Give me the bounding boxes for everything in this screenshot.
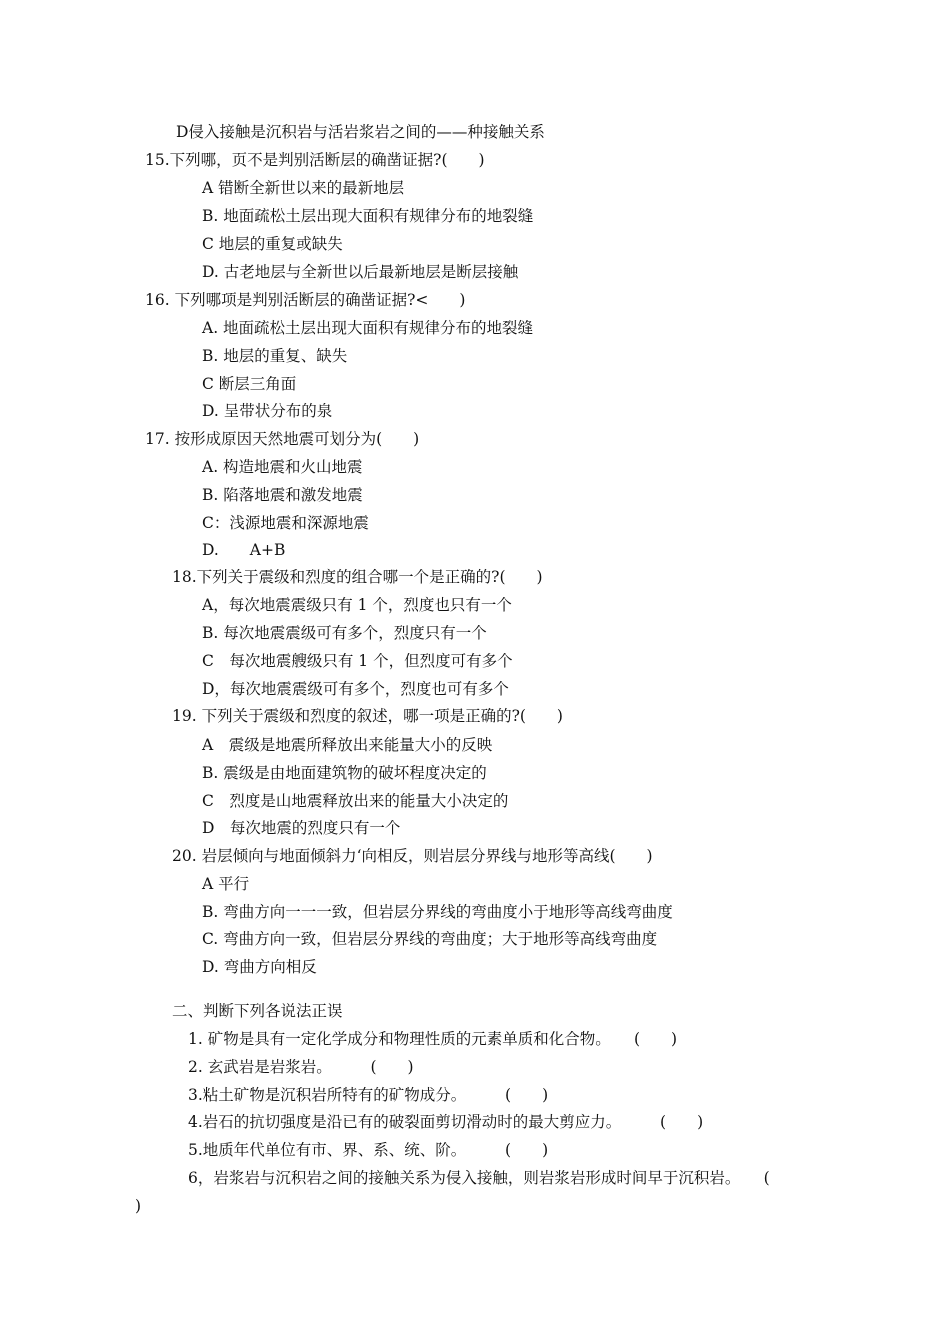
option-line: C 每次地震艘级只有 1 个，但烈度可有多个: [202, 652, 513, 670]
option-line: A. 地面疏松土层出现大面积有规律分布的地裂缝: [202, 319, 534, 337]
question-line: 18.下列关于震级和烈度的组合哪一个是正确的?( ): [172, 568, 543, 586]
option-line: D. 呈带状分布的泉: [202, 402, 333, 420]
option-line: B. 地层的重复、缺失: [202, 347, 348, 365]
section-heading: 二、判断下列各说法正误: [172, 1002, 343, 1020]
option-line: A 平行: [202, 875, 250, 893]
question-line: 20. 岩层倾向与地面倾斜力‘向相反，则岩层分界线与地形等高线( ): [172, 847, 653, 865]
option-line: C：浅源地震和深源地震: [202, 514, 369, 532]
option-line: A，每次地震震级只有 1 个，烈度也只有一个: [202, 596, 512, 614]
option-line: A. 构造地震和火山地震: [202, 458, 363, 476]
statement-line: 4.岩石的抗切强度是沿已有的破裂面剪切滑动时的最大剪应力。 ( ): [188, 1113, 704, 1131]
option-line: A 错断全新世以来的最新地层: [202, 179, 405, 197]
option-line: B. 地面疏松土层出现大面积有规律分布的地裂缝: [202, 207, 534, 225]
option-line: B. 陷落地震和激发地震: [202, 486, 363, 504]
question-line: 19. 下列关于震级和烈度的叙述，哪一项是正确的?( ): [172, 707, 563, 725]
option-line: D. A+B: [202, 541, 286, 559]
option-line: B. 每次地震震级可有多个，烈度只有一个: [202, 624, 487, 642]
option-line: D侵入接触是沉积岩与活岩浆岩之间的——种接触关系: [176, 123, 545, 141]
option-line: A 震级是地震所释放出来能量大小的反映: [202, 736, 493, 754]
option-line: C. 弯曲方向一致，但岩层分界线的弯曲度；大于地形等高线弯曲度: [202, 930, 658, 948]
statement-line: 2. 玄武岩是岩浆岩。 ( ): [188, 1058, 414, 1076]
option-line: D. 弯曲方向相反: [202, 958, 317, 976]
option-line: B. 弯曲方向一一一致，但岩层分界线的弯曲度小于地形等高线弯曲度: [202, 903, 673, 921]
question-line: 15.下列哪，页不是判别活断层的确凿证据?( ): [145, 151, 485, 169]
statement-line: 3.粘土矿物是沉积岩所特有的矿物成分。 ( ): [188, 1086, 549, 1104]
statement-line: 1. 矿物是具有一定化学成分和物理性质的元素单质和化合物。 ( ): [188, 1030, 678, 1048]
option-line: D，每次地震震级可有多个，烈度也可有多个: [202, 680, 509, 698]
option-line: C 地层的重复或缺失: [202, 235, 343, 253]
option-line: D 每次地震的烈度只有一个: [202, 819, 401, 837]
option-line: C 断层三角面: [202, 375, 297, 393]
statement-line: 5.地质年代单位有市、界、系、统、阶。 ( ): [188, 1141, 549, 1159]
option-line: C 烈度是山地震释放出来的能量大小决定的: [202, 792, 509, 810]
question-line: 16. 下列哪项是判别活断层的确凿证据?< ): [145, 291, 466, 309]
closing-parenthesis: ): [135, 1197, 142, 1215]
option-line: D. 古老地层与全新世以后最新地层是断层接触: [202, 263, 519, 281]
option-line: B. 震级是由地面建筑物的破坏程度决定的: [202, 764, 487, 782]
question-line: 17. 按形成原因天然地震可划分为( ): [145, 430, 420, 448]
statement-line: 6，岩浆岩与沉积岩之间的接触关系为侵入接触，则岩浆岩形成时间早于沉积岩。 (: [188, 1169, 770, 1187]
